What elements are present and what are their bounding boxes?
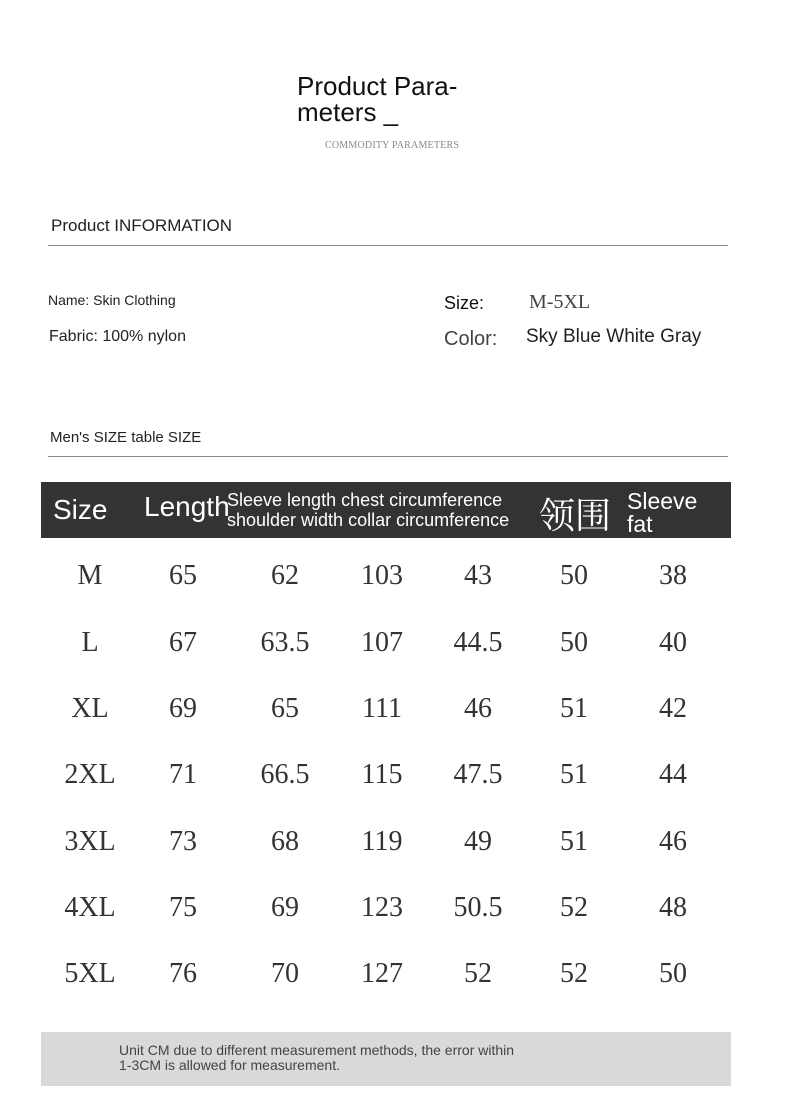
measurement-note bbox=[41, 1032, 731, 1086]
cell-collar: 50 bbox=[560, 560, 588, 591]
cell-size: M bbox=[77, 560, 103, 591]
cell-shoulder: 46 bbox=[464, 693, 492, 724]
table-row bbox=[41, 941, 731, 1007]
measurement-note-line-1: Unit CM due to different measurement methods, the error within bbox=[119, 1042, 515, 1058]
cell-sleeve-fat: 42 bbox=[659, 693, 687, 724]
cell-shoulder: 43 bbox=[464, 560, 492, 591]
cell-length: 76 bbox=[169, 958, 197, 989]
cell-shoulder: 49 bbox=[464, 826, 492, 857]
cell-chest: 119 bbox=[361, 826, 403, 857]
cell-sleeve-length: 68 bbox=[271, 826, 299, 857]
cell-size: 4XL bbox=[64, 892, 116, 923]
table-row bbox=[41, 742, 731, 808]
cell-sleeve-length: 66.5 bbox=[260, 759, 310, 790]
color-label: Color: bbox=[444, 328, 498, 350]
header-middle-line-2: shoulder width collar circumference bbox=[227, 510, 510, 530]
cell-shoulder: 47.5 bbox=[453, 759, 503, 790]
page-title-line-2: meters _ bbox=[297, 97, 399, 127]
table-row bbox=[41, 543, 731, 609]
product-info-divider bbox=[48, 245, 728, 246]
cell-chest: 123 bbox=[361, 892, 403, 923]
cell-size: 2XL bbox=[64, 759, 116, 790]
page-title-line-1: Product Para- bbox=[297, 71, 458, 101]
size-table-divider bbox=[48, 456, 728, 457]
cell-length: 69 bbox=[169, 693, 197, 724]
cell-collar: 51 bbox=[560, 693, 588, 724]
size-value: M-5XL bbox=[529, 291, 591, 313]
cell-shoulder: 44.5 bbox=[453, 627, 503, 658]
cell-sleeve-length: 70 bbox=[271, 958, 299, 989]
header-length: Length bbox=[144, 491, 230, 522]
header-collar: 领围 bbox=[539, 496, 612, 537]
header-sleeve-fat-line-2: fat bbox=[627, 511, 653, 537]
color-value: Sky Blue White Gray bbox=[526, 326, 702, 347]
cell-sleeve-fat: 40 bbox=[659, 627, 687, 658]
cell-length: 73 bbox=[169, 826, 197, 857]
table-row bbox=[41, 610, 731, 676]
header-middle-line-1: Sleeve length chest circumference bbox=[227, 490, 503, 510]
cell-sleeve-length: 69 bbox=[271, 892, 299, 923]
cell-chest: 115 bbox=[361, 759, 403, 790]
page-subtitle: COMMODITY PARAMETERS bbox=[325, 140, 460, 151]
product-name: Name: Skin Clothing bbox=[48, 292, 176, 308]
cell-size: L bbox=[81, 627, 99, 658]
cell-sleeve-length: 63.5 bbox=[260, 627, 310, 658]
cell-sleeve-length: 62 bbox=[271, 560, 299, 591]
cell-length: 75 bbox=[169, 892, 197, 923]
cell-sleeve-fat: 46 bbox=[659, 826, 687, 857]
measurement-note-text bbox=[119, 1043, 514, 1073]
size-label: Size: bbox=[444, 293, 485, 313]
cell-sleeve-fat: 50 bbox=[659, 958, 687, 989]
cell-chest: 127 bbox=[361, 958, 403, 989]
cell-collar: 52 bbox=[560, 892, 588, 923]
cell-collar: 50 bbox=[560, 627, 588, 658]
cell-chest: 111 bbox=[362, 693, 402, 724]
cell-shoulder: 50.5 bbox=[453, 892, 503, 923]
header-size: Size bbox=[53, 494, 108, 525]
cell-chest: 103 bbox=[361, 560, 403, 591]
size-table-title: Men's SIZE table SIZE bbox=[50, 429, 202, 446]
cell-size: 3XL bbox=[64, 826, 116, 857]
cell-collar: 51 bbox=[560, 759, 588, 790]
size-table-header bbox=[41, 482, 731, 538]
cell-size: XL bbox=[71, 693, 109, 724]
cell-length: 71 bbox=[169, 759, 197, 790]
table-row bbox=[41, 676, 731, 742]
product-info-title: Product INFORMATION bbox=[51, 216, 233, 235]
cell-sleeve-fat: 44 bbox=[659, 759, 687, 790]
cell-shoulder: 52 bbox=[464, 958, 492, 989]
table-row bbox=[41, 875, 731, 941]
product-fabric: Fabric: 100% nylon bbox=[49, 328, 186, 345]
cell-sleeve-fat: 38 bbox=[659, 560, 687, 591]
cell-length: 67 bbox=[169, 627, 197, 658]
cell-collar: 52 bbox=[560, 958, 588, 989]
cell-length: 65 bbox=[169, 560, 197, 591]
cell-chest: 107 bbox=[361, 627, 403, 658]
cell-size: 5XL bbox=[64, 958, 116, 989]
cell-sleeve-fat: 48 bbox=[659, 892, 687, 923]
cell-collar: 51 bbox=[560, 826, 588, 857]
header-sleeve-fat-line-1: Sleeve bbox=[627, 488, 698, 514]
cell-sleeve-length: 65 bbox=[271, 693, 299, 724]
measurement-note-line-2: 1-3CM is allowed for measurement. bbox=[119, 1057, 340, 1073]
table-row bbox=[41, 809, 731, 875]
